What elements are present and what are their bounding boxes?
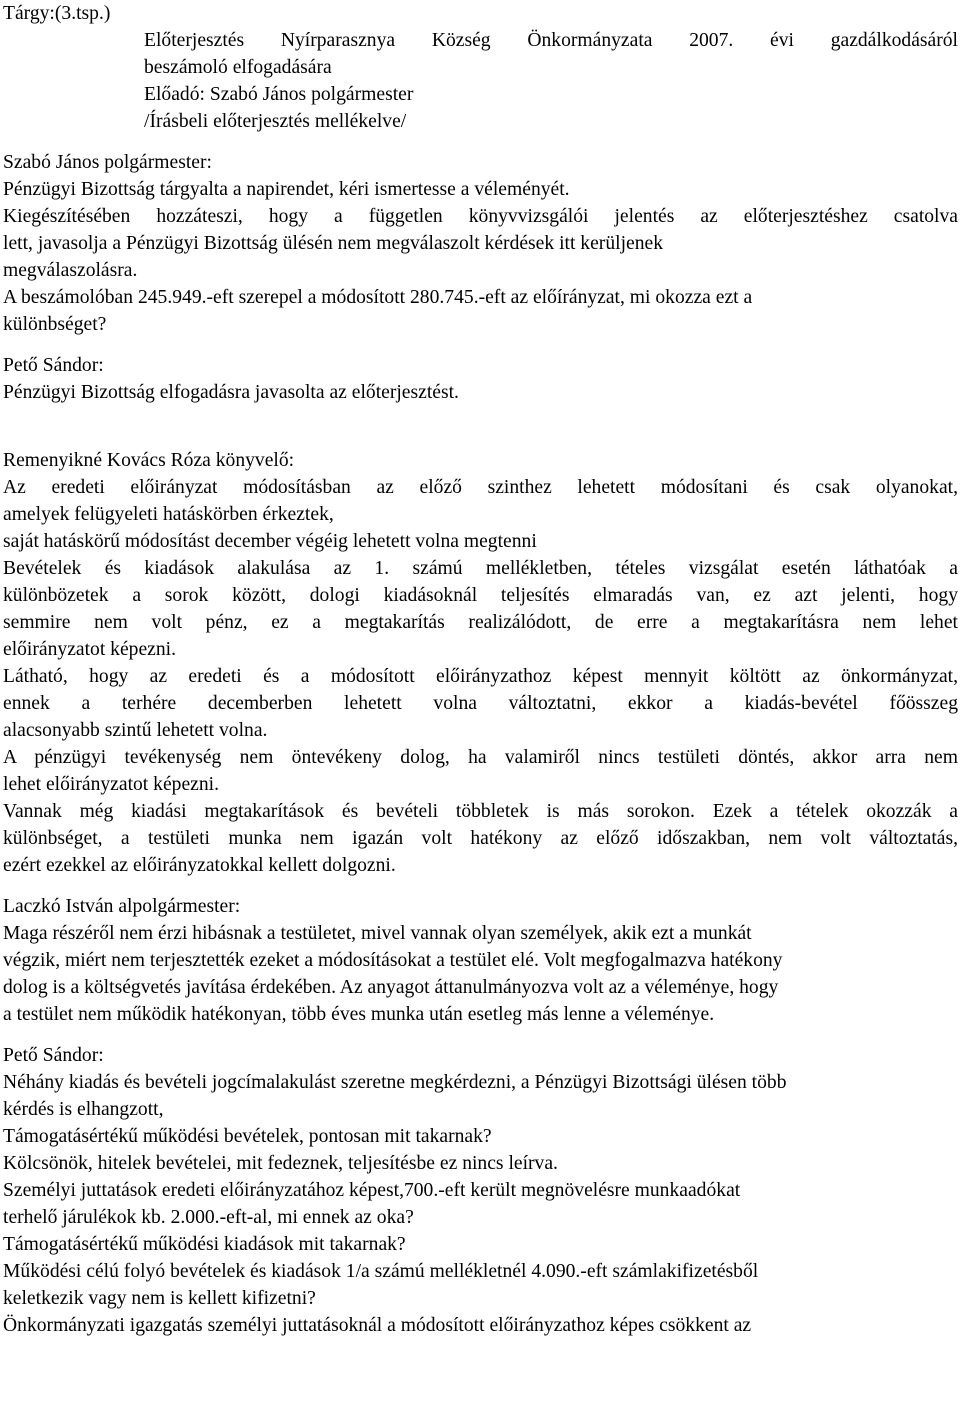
speech-line: Kiegészítésében hozzáteszi, hogy a független könyvvizsgálói jelentés az előterjesztéshez csatolva [3, 206, 958, 227]
speech-section [3, 352, 958, 406]
speech-line: ennek a terhére decemberben lehetett volna változtatni, ekkor a kiadás-bevétel főösszeg [3, 693, 958, 714]
speech-line: előirányzatot képezni. [3, 639, 176, 660]
speech-line: alacsonyabb szintű lehetett volna. [3, 720, 268, 741]
presenter-name: Szabó János polgármester [204, 84, 414, 105]
speech-line: megválaszolásra. [3, 260, 138, 281]
speech-line: kérdés is elhangzott, [3, 1099, 164, 1120]
speech-section [3, 1042, 958, 1339]
speech-line: semmire nem volt pénz, ez a megtakarítás realizálódott, de erre a megtakarításra nem lehet [3, 612, 958, 633]
spacer [3, 406, 958, 433]
speaker-name: Remenyikné Kovács Róza könyvelő: [3, 450, 295, 471]
presenter-label: Előadó: [144, 84, 205, 105]
spacer [3, 338, 958, 352]
speech-line: A pénzügyi tevékenység nem öntevékeny dolog, ha valamiről nincs testületi döntés, akkor arra nem [3, 747, 958, 768]
speech-line: Pénzügyi Bizottság elfogadásra javasolta az előterjesztést. [3, 382, 459, 403]
attachment-note: /Írásbeli előterjesztés mellékelve/ [144, 111, 407, 132]
speech-section [3, 447, 958, 879]
speech-line: Látható, hogy az eredeti és a módosított előirányzathoz képest mennyit költött az önkormányzat, [3, 666, 958, 687]
speech-line: amelyek felügyeleti hatáskörben érkeztek, [3, 504, 334, 525]
speech-line: Működési célú folyó bevételek és kiadások 1/a számú mellékletnél 4.090.-eft számlakifizetésből [3, 1261, 759, 1282]
speech-line: Az eredeti előirányzat módosításban az előző szinthez lehetett módosítani és csak olyanokat, [3, 477, 958, 498]
speaker-name: Pető Sándor: [3, 1045, 104, 1066]
speaker-name: Szabó János polgármester: [3, 152, 212, 173]
speech-line: saját hatáskörű módosítást december végéig lehetett volna megtenni [3, 531, 537, 552]
speaker-name: Laczkó István alpolgármester: [3, 896, 241, 917]
speech-line: Bevételek és kiadások alakulása az 1. számú mellékletben, tételes vizsgálat esetén láthatóak a [3, 558, 958, 579]
spacer [3, 879, 958, 893]
document-page [3, 0, 958, 1339]
speech-line: Támogatásértékű működési kiadások mit takarnak? [3, 1234, 406, 1255]
speech-line: lett, javasolja a Pénzügyi Bizottság ülésén nem megválaszolt kérdések itt kerüljenek [3, 233, 663, 254]
speech-line: Vannak még kiadási megtakarítások és bevételi többletek is más sorokon. Ezek a tételek okozzák a [3, 801, 958, 822]
speech-line: terhelő járulékok kb. 2.000.-eft-al, mi ennek az oka? [3, 1207, 414, 1228]
speech-line: Önkormányzati igazgatás személyi juttatásoknál a módosított előirányzathoz képes csökkent az [3, 1315, 752, 1336]
speech-line: Támogatásértékű működési bevételek, pontosan mit takarnak? [3, 1126, 492, 1147]
speech-line: különbözetek a sorok között, dologi kiadásoknál teljesítés elmaradás van, ez azt jelenti, hogy [3, 585, 958, 606]
speech-line: Pénzügyi Bizottság tárgyalta a napirendet, kéri ismertesse a véleményét. [3, 179, 570, 200]
speech-line: lehet előirányzatot képezni. [3, 774, 219, 795]
speech-section [3, 149, 958, 338]
speech-line: Maga részéről nem érzi hibásnak a testületet, mivel vannak olyan személyek, akik ezt a munkát [3, 923, 752, 944]
speech-line: keletkezik vagy nem is kellett kifizetni? [3, 1288, 316, 1309]
spacer [3, 433, 958, 447]
speech-section [3, 893, 958, 1028]
proposal-title-line-1: Előterjesztés Nyírparasznya Község Önkormányzata 2007. évi gazdálkodásáról [144, 30, 958, 51]
spacer [3, 1028, 958, 1042]
subject-line: Tárgy:(3.tsp.) [3, 3, 111, 24]
speech-line: különbséget? [3, 314, 107, 335]
speech-line: végzik, miért nem terjesztették ezeket a módosításokat a testület elé. Volt megfogalmazva hatékony [3, 950, 783, 971]
speech-line: Kölcsönök, hitelek bevételei, mit fedeznek, teljesítésbe ez nincs leírva. [3, 1153, 558, 1174]
speech-line: a testület nem működik hatékonyan, több éves munka után esetleg más lenne a véleménye. [3, 1004, 715, 1025]
proposal-title-line-2: beszámoló elfogadására [144, 57, 332, 78]
speech-line: Néhány kiadás és bevételi jogcímalakulást szeretne megkérdezni, a Pénzügyi Bizottsági ülésen több [3, 1072, 787, 1093]
speech-line: dolog is a költségvetés javítása érdekében. Az anyagot áttanulmányozva volt az a véleménye, hogy [3, 977, 779, 998]
speaker-name: Pető Sándor: [3, 355, 104, 376]
speech-line: A beszámolóban 245.949.-eft szerepel a módosított 280.745.-eft az előírányzat, mi okozza ezt a [3, 287, 753, 308]
presenter-line [3, 81, 958, 108]
speech-line: Személyi juttatások eredeti előirányzatához képest,700.-eft került megnövelésre munkaadókat [3, 1180, 741, 1201]
speech-line: különbséget, a testületi munka nem igazán volt hatékony az előző időszakban, nem volt változtatás, [3, 828, 958, 849]
speech-line: ezért ezekkel az előirányzatokkal kellett dolgozni. [3, 855, 396, 876]
spacer [3, 135, 958, 149]
